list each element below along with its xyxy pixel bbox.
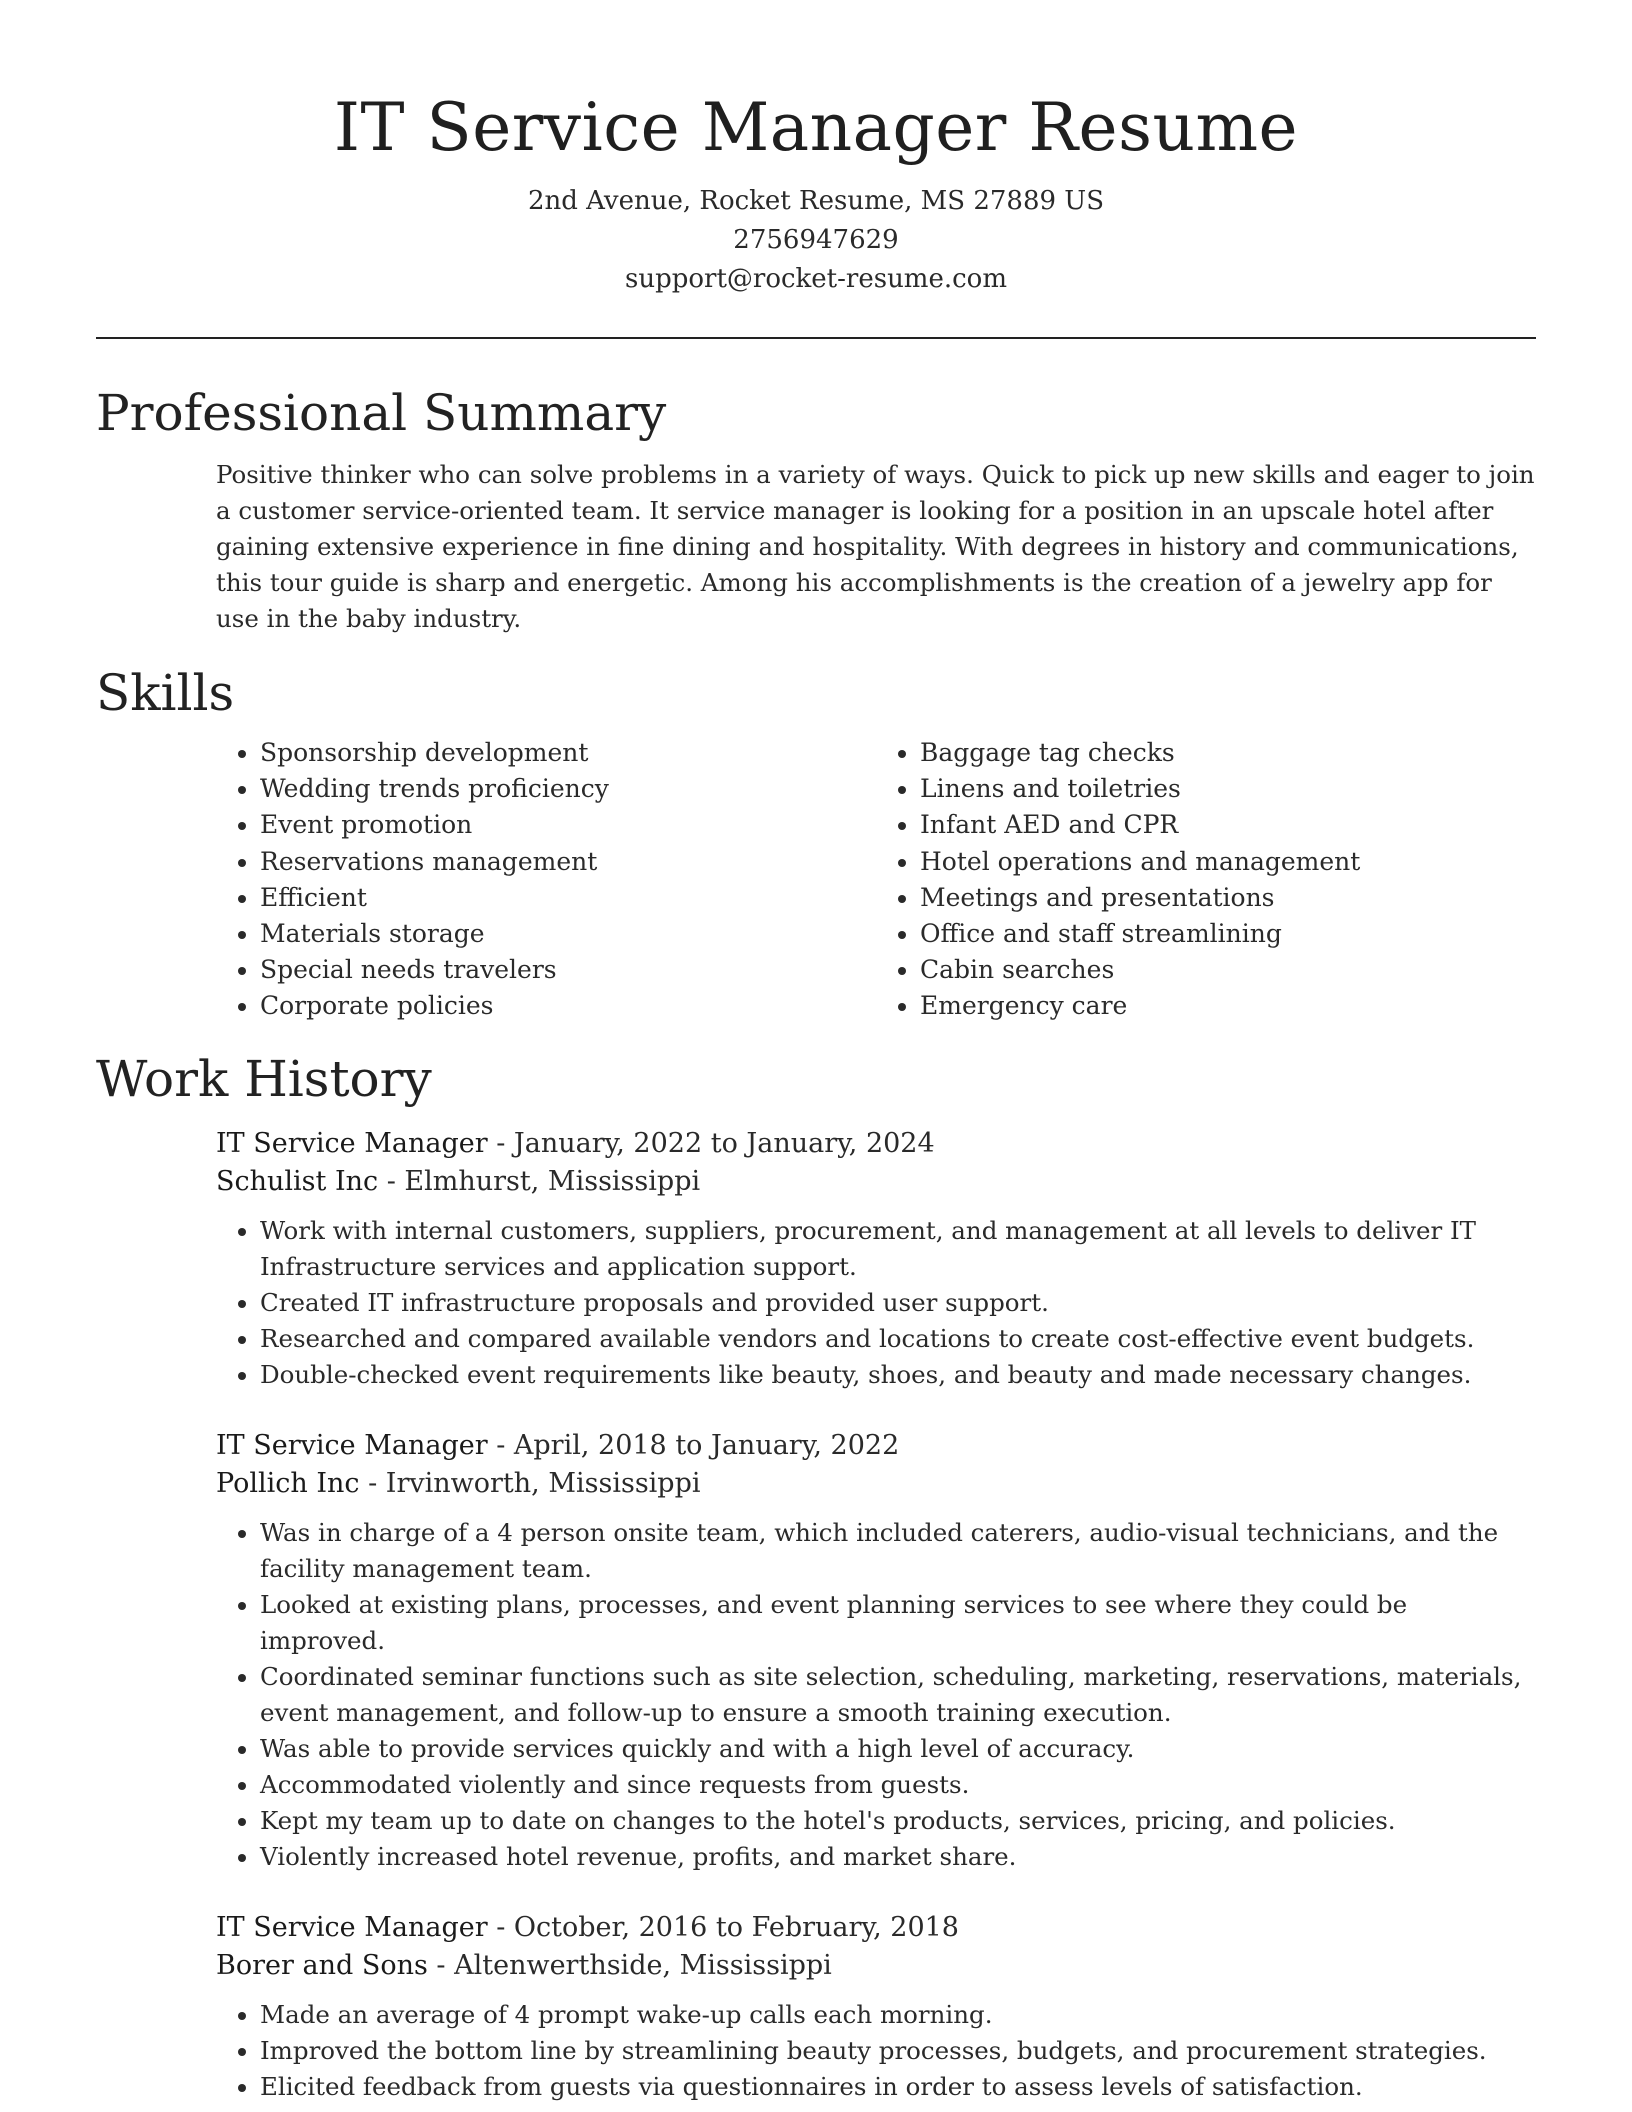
job-company: Pollich Inc [216, 1467, 360, 1499]
job-role-line [216, 1909, 1536, 1947]
work-history-heading: Work History [96, 1049, 432, 1108]
header-divider [96, 337, 1536, 339]
job-bullet: • Accommodated violently and since requests from guests. [260, 1767, 1536, 1803]
resume-title: IT Service Manager Resume [333, 89, 1299, 166]
job-bullet: • Work with internal customers, suppliers, procurement, and management at all levels to deliver IT Infrastructure services and application support. [260, 1213, 1536, 1285]
job-role: IT Service Manager [216, 1911, 488, 1943]
skill-item: • Meetings and presentations [920, 880, 1536, 916]
job-bullets [216, 1515, 1536, 1875]
job-company: Schulist Inc [216, 1165, 379, 1197]
job-bullet: • Was able to provide services quickly and with a high level of accuracy. [260, 1731, 1536, 1767]
skill-item: • Baggage tag checks [920, 735, 1536, 771]
job-dates: - October, 2016 to February, 2018 [487, 1911, 959, 1943]
job-bullet: • Created IT infrastructure proposals and provided user support. [260, 1285, 1536, 1321]
skill-item: • Infant AED and CPR [920, 807, 1536, 843]
job-company: Borer and Sons [216, 1949, 428, 1981]
job-bullet: • Looked at existing plans, processes, and event planning services to see where they could be improved. [260, 1587, 1536, 1659]
job-bullet: • Made an average of 4 prompt wake-up calls each morning. [260, 1997, 1536, 2033]
job-bullet: • Kept my team up to date on changes to the hotel's products, services, pricing, and policies. [260, 1803, 1536, 1839]
job-role: IT Service Manager [216, 1127, 488, 1159]
job-entry [216, 1125, 1536, 1393]
job-role-line [216, 1125, 1536, 1163]
job-dates: - April, 2018 to January, 2022 [487, 1429, 900, 1461]
skill-item: • Reservations management [260, 844, 876, 880]
skill-item: • Cabin searches [920, 952, 1536, 988]
skill-item: • Wedding trends proficiency [260, 771, 876, 807]
job-role: IT Service Manager [216, 1429, 488, 1461]
job-bullet: • Elicited feedback from guests via questionnaires in order to assess levels of satisfaction. [260, 2069, 1536, 2105]
job-bullets [216, 1213, 1536, 1393]
skill-item: • Hotel operations and management [920, 844, 1536, 880]
skill-item: • Linens and toiletries [920, 771, 1536, 807]
skill-item: • Emergency care [920, 988, 1536, 1024]
skill-item: • Efficient [260, 880, 876, 916]
skills-grid [216, 735, 1536, 1025]
resume-header [96, 0, 1536, 299]
skill-item: • Event promotion [260, 807, 876, 843]
summary-text: Positive thinker who can solve problems in a variety of ways. Quick to pick up new skills and eager to join a customer service-oriented team. It service manager is looking for a position in an upscale hotel after gaining extensive experience in fine dining and hospitality. With degrees in history and communications, this tour guide is sharp and energetic. Among his accomplishments is the creation of a jewelry app for use in the baby industry. [216, 460, 1535, 633]
job-role-line [216, 1427, 1536, 1465]
job-bullet: • Double-checked event requirements like beauty, shoes, and beauty and made necessary changes. [260, 1357, 1536, 1393]
resume-page [96, 0, 1536, 2105]
skill-item: • Special needs travelers [260, 952, 876, 988]
job-bullet: • Improved the bottom line by streamlining beauty processes, budgets, and procurement strategies. [260, 2033, 1536, 2069]
phone: 2756947629 [733, 225, 899, 255]
job-bullet: • Researched and compared available vendors and locations to create cost-effective event budgets. [260, 1321, 1536, 1357]
job-location: - Elmhurst, Mississippi [378, 1165, 701, 1197]
job-bullet: • Violently increased hotel revenue, profits, and market share. [260, 1839, 1536, 1875]
job-company-line [216, 1465, 1536, 1503]
job-location: - Altenwerthside, Mississippi [427, 1949, 832, 1981]
job-location: - Irvinworth, Mississippi [359, 1467, 701, 1499]
skill-item: • Materials storage [260, 916, 876, 952]
summary-heading: Professional Summary [96, 384, 667, 442]
job-dates: - January, 2022 to January, 2024 [487, 1127, 935, 1159]
skill-item: • Corporate policies [260, 988, 876, 1024]
job-bullet: • Coordinated seminar functions such as site selection, scheduling, marketing, reservations, materials, event management, and follow-up to ensure a smooth training execution. [260, 1659, 1536, 1731]
job-entry [216, 1909, 1536, 2105]
email: support@rocket-resume.com [624, 264, 1007, 294]
address: 2nd Avenue, Rocket Resume, MS 27889 US [527, 186, 1105, 216]
job-bullet: • Was in charge of a 4 person onsite team, which included caterers, audio-visual technicians, and the facility management team. [260, 1515, 1536, 1587]
skills-list-left [216, 735, 876, 1025]
skill-item: • Office and staff streamlining [920, 916, 1536, 952]
job-bullets [216, 1997, 1536, 2105]
job-entry [216, 1427, 1536, 1875]
contact-block [96, 182, 1536, 299]
skills-heading: Skills [96, 664, 235, 722]
skill-item: • Sponsorship development [260, 735, 876, 771]
job-company-line [216, 1947, 1536, 1985]
job-company-line [216, 1163, 1536, 1201]
skills-list-right [876, 735, 1536, 1025]
